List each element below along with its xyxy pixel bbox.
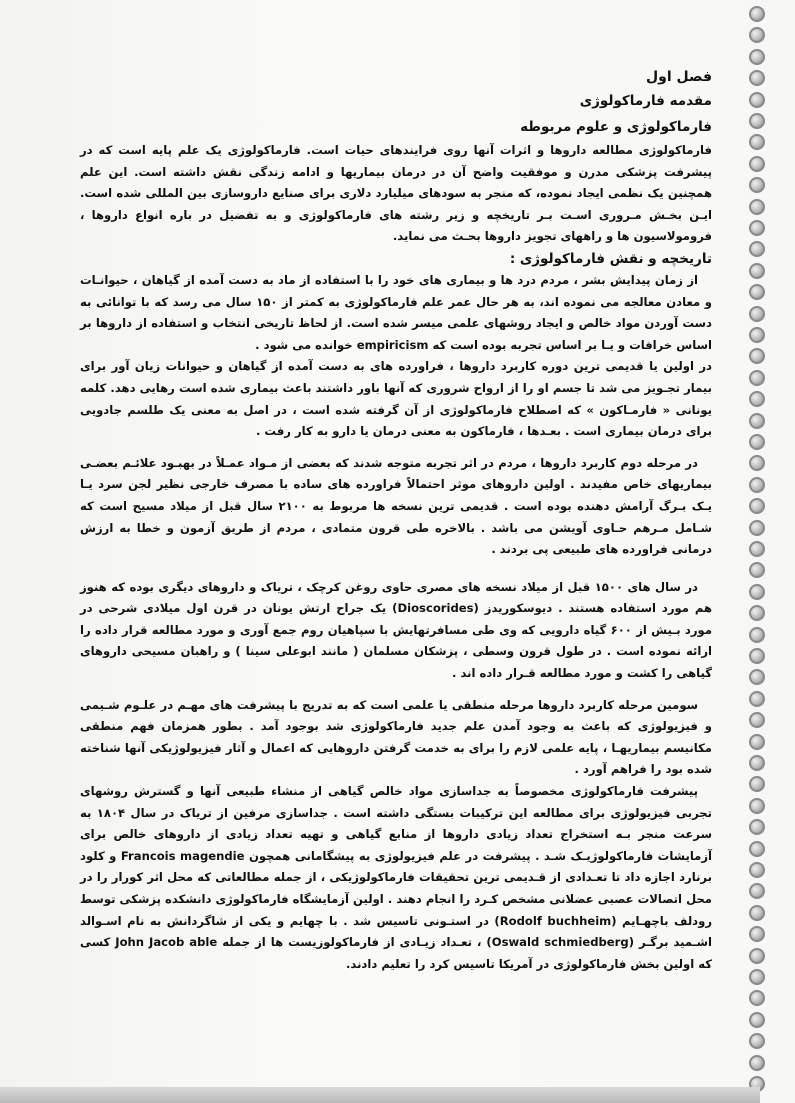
binding-ring bbox=[749, 905, 765, 921]
binding-ring bbox=[749, 990, 765, 1006]
binding-ring bbox=[749, 113, 765, 129]
binding-ring bbox=[749, 92, 765, 108]
binding-ring bbox=[749, 691, 765, 707]
binding-ring bbox=[749, 1012, 765, 1028]
binding-ring bbox=[749, 562, 765, 578]
binding-ring bbox=[749, 520, 765, 536]
page-bottom-edge bbox=[0, 1087, 760, 1103]
binding-ring bbox=[749, 734, 765, 750]
binding-ring bbox=[749, 177, 765, 193]
paragraph-history-6: پیشرفت فارماکولوژی مخصوصاً به جداسازی مواد خالص گیاهی از منشاء طبیعی آنها و گسترش روشهای تجربی فیزیولوژی برای مطالعه این ترکیبات بستگی داشته است . جداسازی مرفین از تریاک در سال ۱۸۰۴ به سرعت منجر بـه استخراج تعداد زیادی داروها از منابع گیاهی و تهیه تعداد زیادی از داروهای خالص برای آزمایشات فارماکولوژیـک شـد . پیشرفت در علم فیزیولوژی به پیشگامانی همچون Francois magendie و کلود برنارد اجازه داد تا تعـدادی از قـدیمی ترین تحقیقات فارماکولوژیکی ، از جمله مطالعاتی که محل اثر کورار را در محل اتصالات عصبی عضلانی مشخص کـرد را انجام دهند . اولین آزمایشگاه فارماکولوژی دانشکده پزشکی توسط رودلف باچهـایم (Rodolf buchheim) در استـونی تاسیس شد . با چهایم و یکی از شاگردانش به نام اسـوالد اشـمید برگـر (Oswald schmiedberg) ، تعـداد زیـادی از فارماکولوزیست ها از جمله John Jacob able کسی که اولین بخش فارماکولوژی در آمریکا تاسیس کرد را تعلیم دادند. bbox=[80, 784, 713, 971]
binding-ring bbox=[749, 712, 765, 728]
binding-ring bbox=[749, 798, 765, 814]
binding-ring bbox=[749, 6, 765, 22]
binding-ring bbox=[749, 413, 765, 429]
binding-ring bbox=[749, 841, 765, 857]
binding-ring bbox=[749, 370, 765, 386]
related-title: فارماکولوژی و علوم مربوطه bbox=[520, 119, 712, 135]
binding-ring bbox=[749, 819, 765, 835]
binding-ring bbox=[749, 241, 765, 257]
binding-ring bbox=[749, 498, 765, 514]
binding-ring bbox=[749, 391, 765, 407]
paragraph-history-3: در مرحله دوم کاربرد داروها ، مردم در اثر تجربه متوجه شدند که بعضی از مـواد عمـلاً در بهبـود علائـم بعضـی بیماریهای خاص مفیدند . اولین داروهای موثر احتمالاً فراورده های ساده با مصرف خارجی نظیر لجن سرد یـا یـک بـرگ آرامش دهنده بوده است . قدیمی ترین نسخه ها مربوط به ۲۱۰۰ سال قبل از میلاد مسیح است که شـامل مـرهم حـاوی آویشن می باشد . بالاخره طی قرون متمادی ، مردم از طریق آزمون و خطا به ارزش درمانی فراورده های طبیعی پی بردند . bbox=[80, 455, 712, 557]
binding-ring bbox=[749, 49, 765, 65]
binding-ring bbox=[749, 755, 765, 771]
page-text bbox=[80, 64, 712, 975]
binding-ring bbox=[749, 306, 765, 322]
binding-ring bbox=[749, 220, 765, 236]
paragraph-history-1: از زمان پیدایش بشر ، مردم درد ها و بیماری های خود را با استفاده از ماد به دست آمده از گیاهان ، حیوانـات و معادن معالجه می نموده اند، به هر حال عمر علم فارماکولوژی به کمتر از ۱۵۰ سال می رسد که با توانائی به دست آوردن مواد خالص و ایجاد روشهای علمی میسر شده است. از لحاظ تاریخی انتخاب و استفاده از داروها بر اساس خرافات و یـا بر اساس تجربه بوده است که empiricism خوانده می شود . bbox=[80, 272, 713, 352]
binding-ring bbox=[749, 948, 765, 964]
binding-ring bbox=[749, 669, 765, 685]
binding-ring bbox=[749, 477, 765, 493]
paragraph-history-5: سومین مرحله کاربرد داروها مرحله منطقی یا علمی است که به تدریج با پیشرفت های مهـم در علـوم شـیمی و فیزیولوژی که باعث به وجود آمدن علم جدید فارماکولوژی شد بوجود آمد . بطور همزمان فهم منطقی مکانیسم بیماریهـا ، پایه علمی لازم را برای به خدمت گرفتن داروهایی که اعمال و آثار فیزیولوژیکی آنها شناخته شده بود را فراهم آورد . bbox=[80, 697, 712, 777]
binding-ring bbox=[749, 862, 765, 878]
paragraph-history-2: در اولین یا قدیمی ترین دوره کاربرد داروها ، فراورده های به دست آمده از گیاهان و حیوانات زیان آور برای بیمار تجـویز می شد تا جسم او را از ارواح شروری که آنها باور داشتند باعث بیماری شده است رهایی دهد. کلمه یونانی « فارمـاکون » که اصطلاح فارماکولوژی از آن گرفته شده است ، در اصل به معنی یک طلسم جادویی برای درمان بیماری است . بعـدها ، فارماکون به معنی درمان یا دارو به کار رفت . bbox=[80, 359, 712, 439]
spiral-binding bbox=[749, 0, 773, 1103]
binding-ring bbox=[749, 434, 765, 450]
binding-ring bbox=[749, 284, 765, 300]
binding-ring bbox=[749, 584, 765, 600]
intro-title: مقدمه فارماکولوژی bbox=[579, 93, 712, 109]
binding-ring bbox=[749, 455, 765, 471]
binding-ring bbox=[749, 348, 765, 364]
binding-ring bbox=[749, 883, 765, 899]
binding-ring bbox=[749, 27, 765, 43]
paragraph-intro: فارماکولوژی مطالعه داروها و اثرات آنها روی فرایندهای حیات است. فارماکولوژی یک علم پایه است که در پیشرفت پزشکی مدرن و موفقیت واضح آن در درمان بیماریها و ادامه زندگی نقش داشته است. این علم همچنین یک نظمی ایجاد نموده، که منجر به سودهای میلیارد دلاری برای صنایع داروسازی بین المللی شده است. ایـن بخـش مـروری اسـت بـر تاریخچه و زیر رشته های فارماکولوژی و به تفضیل در باره انواع داروها ، فرومولاسیون ها و راههای تجویز داروها بحـث می نماید. bbox=[80, 143, 712, 244]
binding-ring bbox=[749, 199, 765, 215]
binding-ring bbox=[749, 969, 765, 985]
binding-ring bbox=[749, 605, 765, 621]
paragraph-history-4: در سال های ۱۵۰۰ قبل از میلاد نسخه های مصری حاوی روغن کرچک ، تریاک و داروهای دیگری بوده که هنوز هم مورد استفاده هستند . دیوسکوریدز (Dioscorides) یک جراح ارتش یونان در قرن اول میلادی شرحی در مورد بـیش از ۶۰۰ گیاه دارویی که وی طی مسافرتهایش با سپاهیان روم جمع آوری و مورد مطالعه قرار داده را ارائه نموده است . در طول قرون وسطی ، پزشکان مسلمان ( مانند ابوعلی سینا ) و راهبان مسیحی داروهای گیاهی را کشت و مورد مطالعه قـرار داده اند . bbox=[80, 579, 713, 681]
binding-ring bbox=[749, 1055, 765, 1071]
history-title: تاریخچه و نقش فارماکولوژی : bbox=[509, 250, 712, 267]
chapter-label: فصل اول bbox=[646, 69, 712, 85]
binding-ring bbox=[749, 327, 765, 343]
binding-ring bbox=[749, 541, 765, 557]
binding-ring bbox=[749, 156, 765, 172]
binding-ring bbox=[749, 648, 765, 664]
binding-ring bbox=[749, 70, 765, 86]
binding-ring bbox=[749, 926, 765, 942]
binding-ring bbox=[749, 263, 765, 279]
binding-ring bbox=[749, 627, 765, 643]
binding-ring bbox=[749, 776, 765, 792]
binding-ring bbox=[749, 1033, 765, 1049]
binding-ring bbox=[749, 134, 765, 150]
